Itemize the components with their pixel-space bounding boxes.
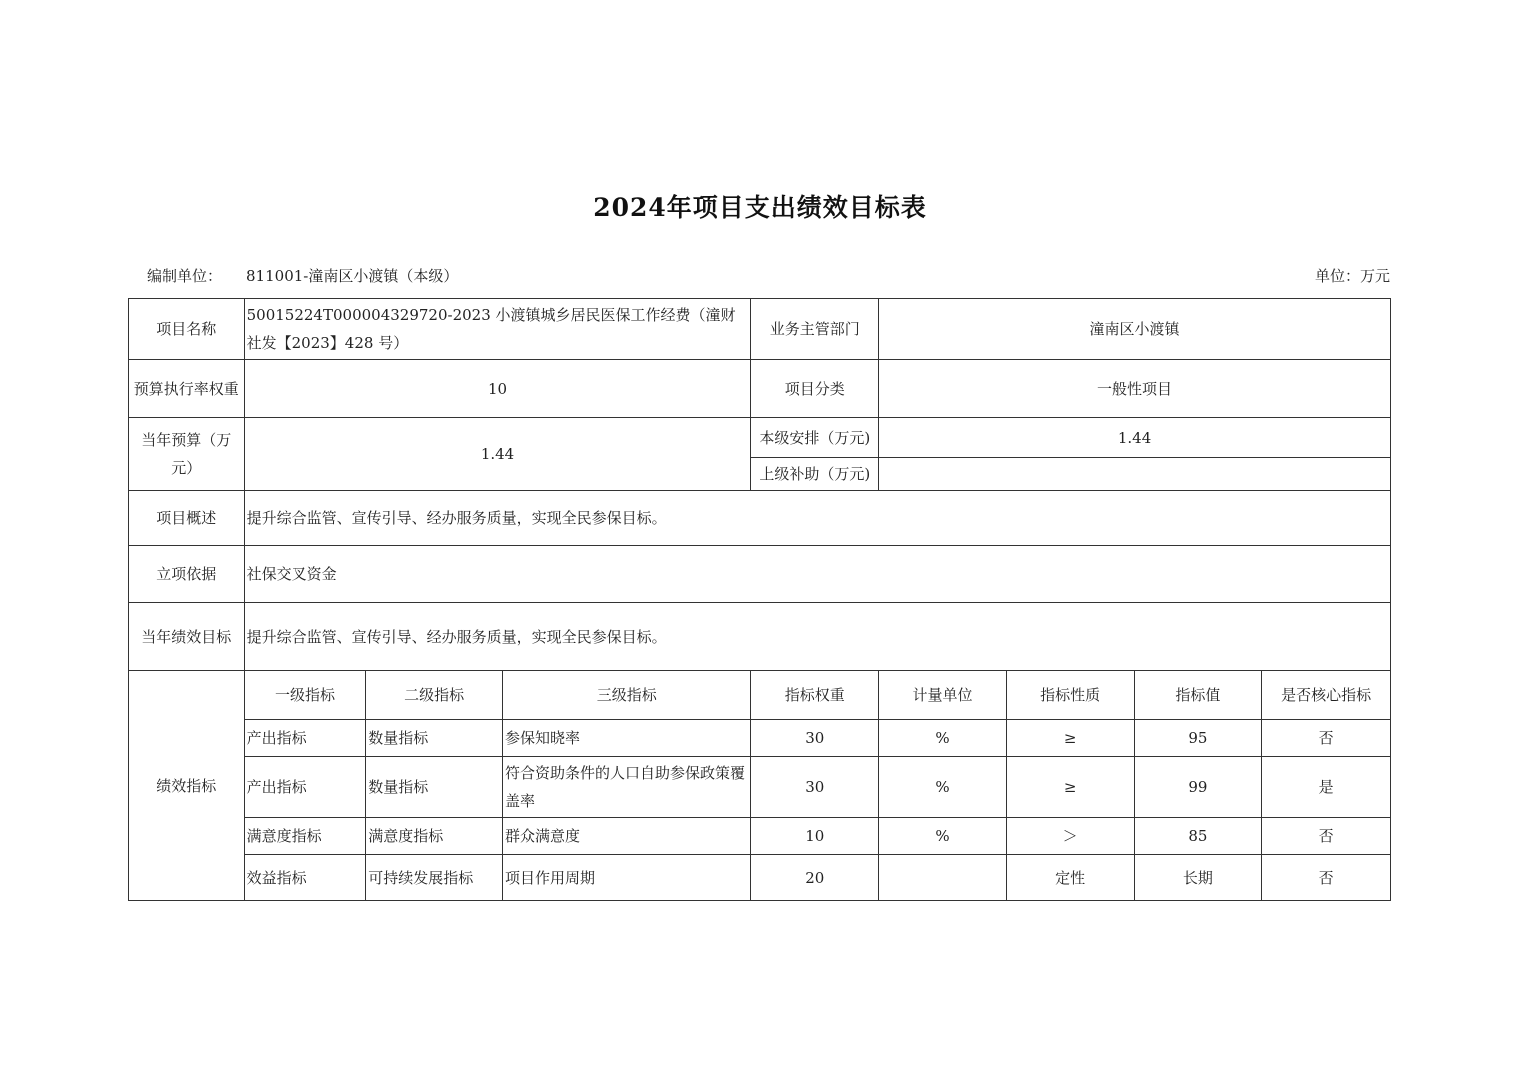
header-nature: 指标性质: [1006, 671, 1134, 720]
goal-value: 提升综合监管、宣传引导、经办服务质量，实现全民参保目标。: [244, 603, 1390, 671]
table-row: [129, 818, 1391, 855]
overview-label: 项目概述: [129, 491, 245, 546]
row-budget: [129, 418, 1391, 458]
upper-value: [879, 458, 1391, 491]
project-name-value: 50015224T000004329720-2023 小渡镇城乡居民医保工作经费（潼财社发【2023】428 号）: [244, 299, 751, 360]
category-value: 一般性项目: [879, 360, 1391, 418]
exec-weight-value: 10: [244, 360, 751, 418]
cell-level3: 群众满意度: [503, 818, 751, 855]
cell-unit: %: [879, 757, 1007, 818]
header-level1: 一级指标: [244, 671, 366, 720]
cell-nature: 定性: [1006, 855, 1134, 901]
page-title: 2024年项目支出绩效目标表: [593, 193, 927, 222]
goal-label: 当年绩效目标: [129, 603, 245, 671]
table-row: [129, 855, 1391, 901]
cell-level1: 产出指标: [244, 720, 366, 757]
cell-unit: %: [879, 720, 1007, 757]
compiling-unit-value: 811001-潼南区小渡镇（本级）: [246, 267, 459, 285]
basis-value: 社保交叉资金: [244, 546, 1390, 603]
indicator-header-row: [129, 671, 1391, 720]
category-label: 项目分类: [751, 360, 879, 418]
cell-core: 否: [1262, 818, 1391, 855]
dept-value: 潼南区小渡镇: [879, 299, 1391, 360]
cell-weight: 20: [751, 855, 879, 901]
cell-nature: ≥: [1006, 757, 1134, 818]
cell-level1: 产出指标: [244, 757, 366, 818]
header-unit: 计量单位: [879, 671, 1007, 720]
performance-table: [128, 298, 1391, 901]
upper-label: 上级补助（万元): [751, 458, 879, 491]
cell-nature: ＞: [1006, 818, 1134, 855]
budget-label: 当年预算（万元）: [129, 418, 245, 491]
cell-value: 85: [1134, 818, 1262, 855]
cell-weight: 30: [751, 720, 879, 757]
indicators-section-label: 绩效指标: [129, 671, 245, 901]
cell-level3: 项目作用周期: [503, 855, 751, 901]
cell-nature: ≥: [1006, 720, 1134, 757]
cell-level3: 参保知晓率: [503, 720, 751, 757]
cell-level1: 效益指标: [244, 855, 366, 901]
table-row: [129, 757, 1391, 818]
overview-value: 提升综合监管、宣传引导、经办服务质量，实现全民参保目标。: [244, 491, 1390, 546]
cell-value: 99: [1134, 757, 1262, 818]
row-goal: [129, 603, 1391, 671]
cell-level2: 可持续发展指标: [366, 855, 503, 901]
cell-unit: %: [879, 818, 1007, 855]
cell-weight: 10: [751, 818, 879, 855]
cell-core: 否: [1262, 720, 1391, 757]
cell-core: 否: [1262, 855, 1391, 901]
header-level2: 二级指标: [366, 671, 503, 720]
cell-level3: 符合资助条件的人口自助参保政策覆盖率: [503, 757, 751, 818]
project-name-label: 项目名称: [129, 299, 245, 360]
cell-value: 95: [1134, 720, 1262, 757]
compiling-unit-label: 编制单位：: [147, 267, 223, 285]
cell-weight: 30: [751, 757, 879, 818]
cell-unit: [879, 855, 1007, 901]
cell-level2: 满意度指标: [366, 818, 503, 855]
currency-unit: 单位：万元: [1314, 267, 1390, 285]
local-value: 1.44: [879, 418, 1391, 458]
row-project-name: [129, 299, 1391, 360]
cell-level2: 数量指标: [366, 757, 503, 818]
header-weight: 指标权重: [751, 671, 879, 720]
header-core: 是否核心指标: [1262, 671, 1391, 720]
cell-level1: 满意度指标: [244, 818, 366, 855]
header-value: 指标值: [1134, 671, 1262, 720]
table-row: [129, 720, 1391, 757]
row-exec-weight: [129, 360, 1391, 418]
budget-value: 1.44: [244, 418, 751, 491]
local-label: 本级安排（万元): [751, 418, 879, 458]
header-level3: 三级指标: [503, 671, 751, 720]
row-overview: [129, 491, 1391, 546]
dept-label: 业务主管部门: [751, 299, 879, 360]
basis-label: 立项依据: [129, 546, 245, 603]
row-basis: [129, 546, 1391, 603]
cell-value: 长期: [1134, 855, 1262, 901]
exec-weight-label: 预算执行率权重: [129, 360, 245, 418]
cell-core: 是: [1262, 757, 1391, 818]
cell-level2: 数量指标: [366, 720, 503, 757]
compiling-unit: [147, 265, 458, 286]
